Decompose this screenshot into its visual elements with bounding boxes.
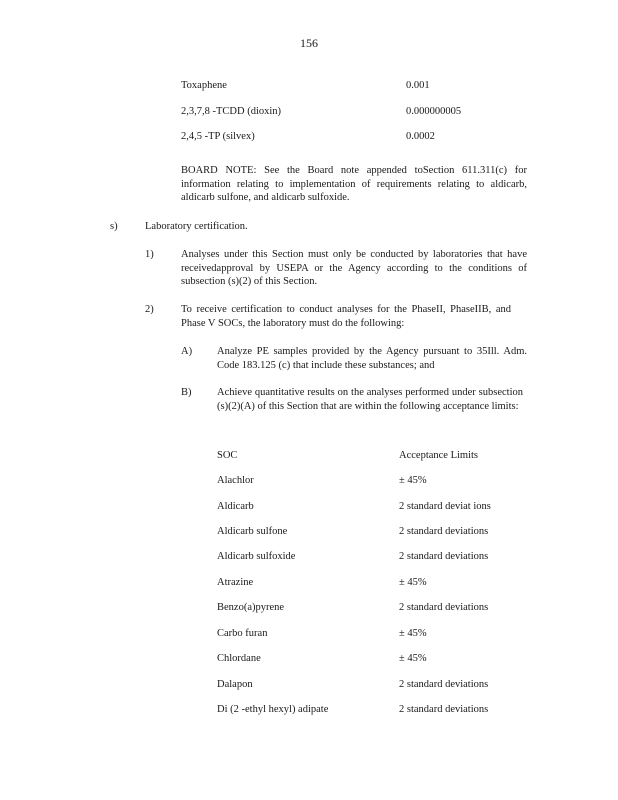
contaminant-name: 2,3,7,8 -TCDD (dioxin) [181, 106, 282, 117]
soc-limit: ± 45% [399, 577, 427, 588]
soc-limit: 2 standard deviat ions [399, 501, 491, 512]
soc-name: Atrazine [217, 577, 254, 588]
subitem-text: Analyze PE samples provided by the Agency pursuant to 35Ill. Adm. Code 183.125 (c) that include these substances; and [217, 346, 527, 371]
soc-name: Aldicarb sulfone [217, 526, 288, 537]
soc-limit: ± 45% [399, 628, 427, 639]
soc-limit: 2 standard deviations [399, 551, 489, 562]
soc-header: SOC [217, 450, 238, 461]
contaminant-value: 0.001 [406, 80, 430, 91]
soc-name: Carbo furan [217, 628, 268, 639]
soc-name: Alachlor [217, 475, 254, 486]
subitem-text: Achieve quantitative results on the analyses performed under subsection (s)(2)(A) of this Section that are within the following acceptance limits: [217, 387, 523, 412]
contaminant-name: 2,4,5 -TP (silvex) [181, 131, 255, 142]
contaminant-value: 0.0002 [406, 131, 435, 142]
soc-name: Benzo(a)pyrene [217, 602, 285, 613]
soc-limit: 2 standard deviations [399, 679, 489, 690]
item-label: 1) [145, 249, 154, 260]
section-title: Laboratory certification. [145, 221, 248, 232]
soc-name: Aldicarb sulfoxide [217, 551, 296, 562]
soc-limit: ± 45% [399, 653, 427, 664]
subitem-label: B) [181, 387, 192, 398]
board-note: BOARD NOTE: See the Board note appended toSection 611.311(c) for information relating to implementation of requirements relating to aldicarb, aldicarb sulfone, and aldicarb sulfoxide. [181, 165, 527, 203]
item-text: Analyses under this Section must only be conducted by laboratories that have receivedapproval by USEPA or the Agency according to the conditions of subsection (s)(2) of this Section. [181, 249, 527, 287]
section-label: s) [110, 221, 118, 232]
page-number: 156 [300, 36, 318, 50]
item-label: 2) [145, 304, 154, 315]
soc-limit: ± 45% [399, 475, 427, 486]
limits-header: Acceptance Limits [399, 450, 479, 461]
soc-name: Aldicarb [217, 501, 254, 512]
soc-limit: 2 standard deviations [399, 704, 489, 715]
soc-limit: 2 standard deviations [399, 526, 489, 537]
soc-name: Chlordane [217, 653, 261, 664]
soc-name: Dalapon [217, 679, 253, 690]
soc-limit: 2 standard deviations [399, 602, 489, 613]
soc-name: Di (2 -ethyl hexyl) adipate [217, 704, 329, 715]
contaminant-value: 0.000000005 [406, 106, 462, 117]
contaminant-name: Toxaphene [181, 80, 227, 91]
subitem-label: A) [181, 346, 193, 357]
item-text: To receive certification to conduct analyses for the PhaseII, PhaseIIB, and Phase V SOCs, the laboratory must do the following: [181, 304, 511, 329]
